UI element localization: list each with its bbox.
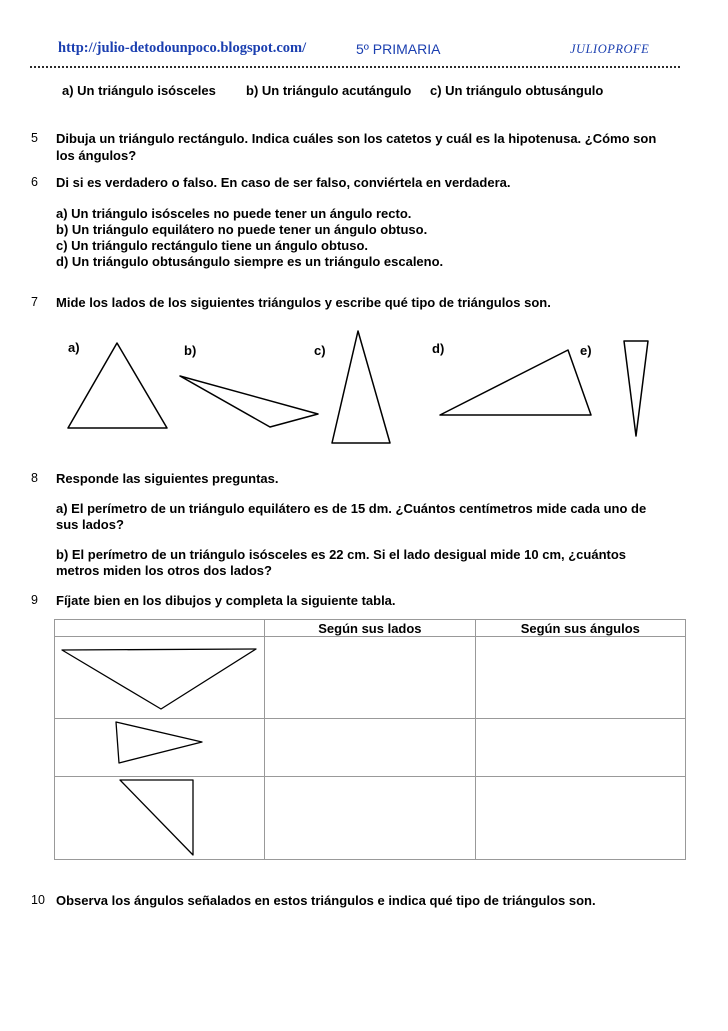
q9-table-row bbox=[55, 719, 686, 777]
q6-item-b: b) Un triángulo equilátero no puede tener un ángulo obtuso. bbox=[56, 222, 428, 237]
q7-label-e: e) bbox=[580, 343, 592, 358]
q9-figure-cell-2 bbox=[55, 719, 265, 777]
q8-b-line-1: b) El perímetro de un triángulo isósceles es 22 cm. Si el lado desigual mide 10 cm, ¿cuántos bbox=[56, 547, 627, 562]
q7-label-b: b) bbox=[184, 343, 197, 358]
q9-sides-cell-1[interactable] bbox=[265, 637, 475, 719]
q9-table bbox=[54, 619, 686, 860]
q7-number: 7 bbox=[31, 295, 38, 309]
q9-header-figure bbox=[55, 620, 265, 637]
q5-number: 5 bbox=[31, 131, 38, 145]
q4-option-b: b) Un triángulo acutángulo bbox=[246, 83, 412, 98]
q4-option-c: c) Un triángulo obtusángulo bbox=[430, 83, 604, 98]
q8-number: 8 bbox=[31, 471, 38, 485]
q9-sides-cell-3[interactable] bbox=[265, 777, 475, 860]
q8-prompt: Responde las siguientes preguntas. bbox=[56, 471, 279, 486]
q10-prompt: Observa los ángulos señalados en estos triángulos e indica qué tipo de triángulos son. bbox=[56, 893, 596, 908]
q9-table-row bbox=[55, 777, 686, 860]
q9-table-header-row bbox=[55, 620, 686, 637]
q7-label-a: a) bbox=[68, 340, 80, 355]
header-url: http://julio-detodounpoco.blogspot.com/ bbox=[58, 40, 307, 56]
q6-item-d: d) Un triángulo obtusángulo siempre es un triángulo escaleno. bbox=[56, 254, 444, 269]
q7-triangle-c bbox=[332, 331, 390, 443]
q9-number: 9 bbox=[31, 593, 38, 607]
q9-sides-cell-2[interactable] bbox=[265, 719, 475, 777]
q5-line-1: Dibuja un triángulo rectángulo. Indica cuáles son los catetos y cuál es la hipotenusa. ¿Cómo son bbox=[56, 131, 657, 146]
q7-triangle-d bbox=[440, 350, 591, 415]
q7-triangle-b bbox=[180, 376, 318, 427]
q9-angles-cell-1[interactable] bbox=[475, 637, 685, 719]
q9-figure-cell-3 bbox=[55, 777, 265, 860]
q6-prompt: Di si es verdadero o falso. En caso de ser falso, conviértela en verdadera. bbox=[56, 175, 511, 190]
q6-item-a: a) Un triángulo isósceles no puede tener un ángulo recto. bbox=[56, 206, 412, 221]
q6-number: 6 bbox=[31, 175, 38, 189]
q5-line-2: los ángulos? bbox=[56, 148, 137, 163]
q9-header-sides: Según sus lados bbox=[265, 620, 475, 637]
q9-prompt: Fíjate bien en los dibujos y completa la siguiente tabla. bbox=[56, 593, 396, 608]
q8-a-line-1: a) El perímetro de un triángulo equilátero es de 15 dm. ¿Cuántos centímetros mide cada uno de bbox=[56, 501, 647, 516]
q6-item-c: c) Un triángulo rectángulo tiene un ángulo obtuso. bbox=[56, 238, 368, 253]
q8-b-line-2: metros miden los otros dos lados? bbox=[56, 563, 272, 578]
q7-prompt: Mide los lados de los siguientes triángulos y escribe qué tipo de triángulos son. bbox=[56, 295, 551, 310]
q9-table-row bbox=[55, 637, 686, 719]
q7-triangle-a bbox=[68, 343, 167, 428]
q4-option-a: a) Un triángulo isósceles bbox=[62, 83, 216, 98]
q7-label-c: c) bbox=[314, 343, 326, 358]
q8-a-line-2: sus lados? bbox=[56, 517, 124, 532]
header-author: JULIOPROFE bbox=[570, 42, 650, 56]
q7-label-d: d) bbox=[432, 341, 445, 356]
q7-triangle-e bbox=[624, 341, 648, 436]
q10-number: 10 bbox=[31, 893, 45, 907]
q9-angles-cell-3[interactable] bbox=[475, 777, 685, 860]
q9-figure-cell-1 bbox=[55, 637, 265, 719]
q9-angles-cell-2[interactable] bbox=[475, 719, 685, 777]
header-grade: 5º PRIMARIA bbox=[356, 41, 441, 57]
q9-header-angles: Según sus ángulos bbox=[475, 620, 685, 637]
